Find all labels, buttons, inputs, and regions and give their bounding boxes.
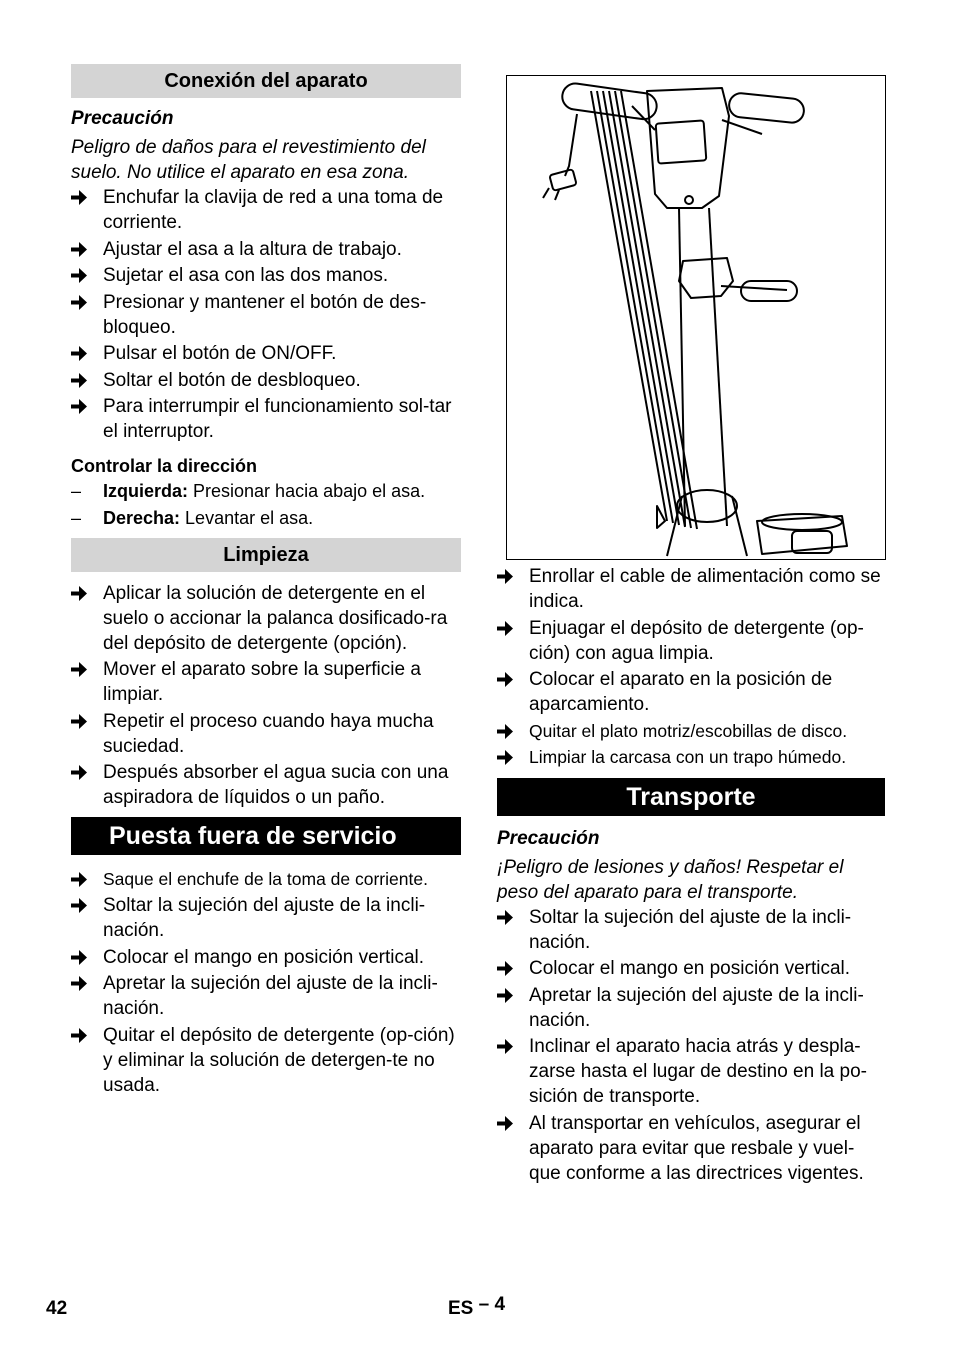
subsection-heading-direccion: Controlar la dirección bbox=[71, 455, 258, 476]
caution-text: Peligro de daños para el revestimiento del suelo. No utilice el aparato en esa zona. bbox=[71, 137, 426, 183]
list-item: Quitar el plato motriz/escobillas de disco. bbox=[497, 719, 885, 744]
section-heading-transporte: Transporte bbox=[497, 778, 885, 816]
list-item: Soltar el botón de desbloqueo. bbox=[71, 368, 461, 393]
arrow-right-icon bbox=[71, 586, 87, 601]
list-item: Limpiar la carcasa con un trapo húmedo. bbox=[497, 745, 885, 770]
arrow-right-icon bbox=[71, 268, 87, 283]
list-item: – Izquierda: Presionar hacia abajo el asa. bbox=[71, 480, 426, 501]
arrow-right-icon bbox=[71, 714, 87, 729]
arrow-right-icon bbox=[497, 724, 513, 739]
arrow-right-icon bbox=[71, 295, 87, 310]
limpieza-steps bbox=[71, 581, 461, 811]
list-item: Después absorber el agua sucia con una aspiradora de líquidos o un paño. bbox=[71, 760, 461, 810]
section-heading-puesta-fuera: Puesta fuera de servicio bbox=[71, 817, 461, 855]
arrow-right-icon bbox=[497, 569, 513, 584]
list-item: Soltar la sujeción del ajuste de la incli-nación. bbox=[71, 893, 461, 943]
conexion-steps bbox=[71, 185, 461, 444]
arrow-right-icon bbox=[71, 242, 87, 257]
arrow-right-icon bbox=[497, 1039, 513, 1054]
arrow-right-icon bbox=[497, 961, 513, 976]
arrow-right-icon bbox=[497, 910, 513, 925]
arrow-right-icon bbox=[71, 898, 87, 913]
transporte-steps bbox=[497, 905, 885, 1186]
arrow-right-icon bbox=[71, 662, 87, 677]
list-item: Saque el enchufe de la toma de corriente. bbox=[71, 867, 461, 892]
arrow-right-icon bbox=[71, 399, 87, 414]
list-item: Para interrumpir el funcionamiento sol-tar el interruptor. bbox=[71, 394, 461, 444]
after-figure-steps bbox=[497, 564, 885, 770]
list-item: Enrollar el cable de alimentación como se indica. bbox=[497, 564, 885, 614]
arrow-right-icon bbox=[71, 872, 87, 887]
arrow-right-icon bbox=[497, 988, 513, 1003]
left-column bbox=[71, 64, 461, 1099]
section-heading-conexion: Conexión del aparato bbox=[71, 64, 461, 98]
language-page-indicator: ES – 4 bbox=[448, 1294, 506, 1319]
list-item: Sujetar el asa con las dos manos. bbox=[71, 263, 461, 288]
caution-text: ¡Peligro de lesiones y daños! Respetar el peso del aparato para el transporte. bbox=[497, 856, 844, 903]
arrow-right-icon bbox=[71, 1028, 87, 1043]
arrow-right-icon bbox=[497, 1116, 513, 1131]
arrow-right-icon bbox=[71, 950, 87, 965]
arrow-right-icon bbox=[497, 672, 513, 687]
arrow-right-icon bbox=[497, 621, 513, 636]
list-item: Quitar el depósito de detergente (op-ción) y eliminar la solución de detergen-te no usada. bbox=[71, 1023, 461, 1098]
list-item: Apretar la sujeción del ajuste de la incli-nación. bbox=[71, 971, 461, 1021]
list-item: Al transportar en vehículos, asegurar el aparato para evitar que resbale y vuel-que conforme a las directrices vigentes. bbox=[497, 1111, 885, 1186]
list-item: Enjuagar el depósito de detergente (op-ción) con agua limpia. bbox=[497, 616, 885, 666]
list-item: Aplicar la solución de detergente en el suelo o accionar la palanca dosificado-ra del depósito de detergente (opción). bbox=[71, 581, 461, 656]
list-item: – Derecha: Levantar el asa. bbox=[71, 507, 314, 528]
direccion-list bbox=[71, 478, 461, 532]
list-item: Colocar el mango en posición vertical. bbox=[497, 956, 885, 981]
list-item: Pulsar el botón de ON/OFF. bbox=[71, 341, 461, 366]
arrow-right-icon bbox=[71, 190, 87, 205]
arrow-right-icon bbox=[71, 346, 87, 361]
section-heading-limpieza: Limpieza bbox=[71, 538, 461, 572]
list-item: Mover el aparato sobre la superficie a limpiar. bbox=[71, 657, 461, 707]
list-item: Presionar y mantener el botón de des-bloqueo. bbox=[71, 290, 461, 340]
list-item: Colocar el aparato en la posición de aparcamiento. bbox=[497, 667, 885, 717]
floor-machine-drawing bbox=[507, 76, 885, 559]
page-number: 42 bbox=[46, 1298, 68, 1319]
caution-title: Precaución bbox=[497, 827, 600, 849]
floor-machine-illustration bbox=[506, 75, 886, 560]
arrow-right-icon bbox=[71, 765, 87, 780]
puesta-fuera-steps bbox=[71, 867, 461, 1098]
right-column bbox=[497, 75, 885, 1187]
list-item: Ajustar el asa a la altura de trabajo. bbox=[71, 237, 461, 262]
arrow-right-icon bbox=[71, 373, 87, 388]
caution-title: Precaución bbox=[71, 108, 174, 129]
list-item: Apretar la sujeción del ajuste de la incli-nación. bbox=[497, 983, 885, 1033]
list-item: Enchufar la clavija de red a una toma de corriente. bbox=[71, 185, 461, 235]
list-item: Repetir el proceso cuando haya mucha suciedad. bbox=[71, 709, 461, 759]
list-item: Colocar el mango en posición vertical. bbox=[71, 945, 461, 970]
arrow-right-icon bbox=[71, 976, 87, 991]
arrow-right-icon bbox=[497, 750, 513, 765]
list-item: Soltar la sujeción del ajuste de la incli-nación. bbox=[497, 905, 885, 955]
list-item: Inclinar el aparato hacia atrás y despla-zarse hasta el lugar de destino en la po-sición de transporte. bbox=[497, 1034, 885, 1109]
